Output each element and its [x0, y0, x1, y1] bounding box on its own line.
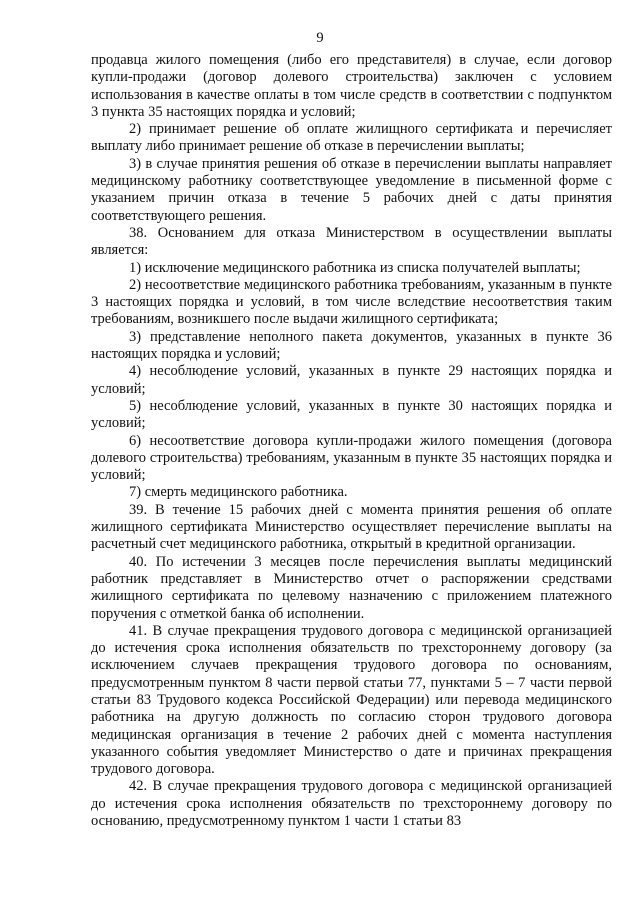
paragraph: 41. В случае прекращения трудового договора с медицинской организацией до истечения срока исполнения обязательств по трехстороннему договору (за исключением случаев прекращения трудового договора по основаниям, предусмотренным пунктом 8 части первой статьи 77, пунктами 5 – 7 части первой статьи 83 Трудового кодекса Российской Федерации) или перевода медицинского работника на другую должность по согласию сторон трудового договора медицинская организация в течение 2 рабочих дней с момента наступления указанного события уведомляет Министерство о дате и причинах прекращения трудового договора.: [91, 622, 612, 778]
list-item: 3) представление неполного пакета документов, указанных в пункте 36 настоящих порядка и условий;: [91, 328, 612, 363]
page-number: 9: [316, 30, 324, 46]
list-item: 5) несоблюдение условий, указанных в пункте 30 настоящих порядка и условий;: [91, 397, 612, 432]
paragraph: 42. В случае прекращения трудового договора с медицинской организацией до истечения срока исполнения обязательств по трехстороннему договору по основанию, предусмотренному пунктом 1 части 1 статьи 83: [91, 778, 612, 830]
list-item: 6) несоответствие договора купли-продажи жилого помещения (договора долевого строительства) требованиям, указанным в пункте 35 настоящих порядка и условий;: [91, 432, 612, 484]
paragraph: 2) принимает решение об оплате жилищного сертификата и перечисляет выплату либо принимает решение об отказе в перечислении выплаты;: [91, 121, 612, 155]
paragraph: 38. Основанием для отказа Министерством в осуществлении выплаты является:: [91, 224, 612, 259]
list-item: 7) смерть медицинского работника.: [129, 484, 348, 501]
list-item: 2) несоответствие медицинского работника требованиям, указанным в пункте 3 настоящих порядка и условий, в том числе вследствие несоответствия таким требованиям, возникшего после выдачи жилищного сертификата;: [91, 276, 612, 328]
paragraph: 39. В течение 15 рабочих дней с момента принятия решения об оплате жилищного сертификата Министерство осуществляет перечисление выплаты на расчетный счет медицинского работника, открытый в кредитной организации.: [91, 501, 612, 553]
paragraph: 40. По истечении 3 месяцев после перечисления выплаты медицинский работник представляет в Министерство отчет о распоряжении средствами жилищного сертификата по целевому назначению с приложением платежного поручения с отметкой банка об исполнении.: [91, 553, 612, 622]
document-body: [91, 52, 612, 830]
paragraph: продавца жилого помещения (либо его представителя) в случае, если договор купли-продажи (договор долевого строительства) заключен с условием использования в качестве оплаты в том числе средств в соответствии с подпунктом 3 пункта 35 настоящих порядка и условий;: [91, 52, 612, 120]
list-item: 4) несоблюдение условий, указанных в пункте 29 настоящих порядка и условий;: [91, 363, 612, 397]
list-item: 1) исключение медицинского работника из списка получателей выплаты;: [129, 259, 581, 276]
paragraph: 3) в случае принятия решения об отказе в перечислении выплаты направляет медицинскому работнику соответствующее уведомление в письменной форме с указанием причин отказа в течение 5 рабочих дней с даты принятия соответствующего решения.: [91, 155, 612, 224]
